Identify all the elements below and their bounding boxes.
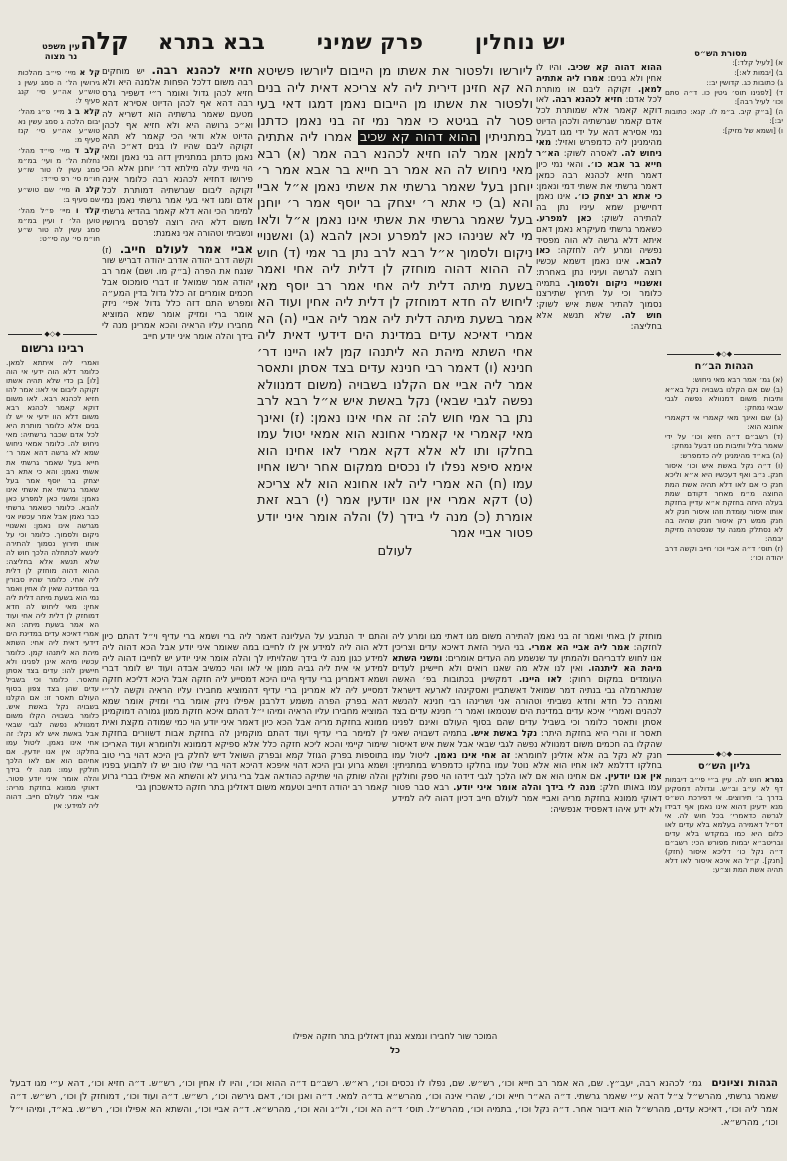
dibur-hamatchil: לאו היינו. — [518, 675, 562, 686]
hagahot-vetziyunim-footer — [10, 1076, 778, 1148]
gemara-pre-text: ליורשו ולפטור את אשתו מן הייבום ליורשו פשיטא הא קא חזינן דירית ליה לא צריכא דאית ליה בנים ולפטור את אשתו מן הייבום נאמן דמגו דאי בעי פטר לה בגיטא כי אמר נמי זה בני נאמן כדתנן במתניתין — [257, 64, 533, 145]
entry-number: קלא ב ג — [67, 107, 100, 117]
dibur-hamatchil: חזיא לכהנא רבה. — [151, 63, 253, 77]
tosafot-column — [102, 63, 253, 630]
rabbenu-gershom-text: ואמרי ליה איתתא למאן. כלומר דלא הוה ידעי אי הוה [לו] בן כדי שלא תהיה אשתו זקוקה ליבום אי לאו: אמר להו חזיא לכהנא רבא. לאו משום דוקא קאמר לכהנא רבא משום דלא הוו ידעי אי יש לו בנים אלא כלומר מותרת היא לכל אדם שכבר גרשתיה: מאי ניחוש לה. כלומר אמאי ניחוש שמא לא גרשה דהא אמר ר׳ חייא בעל שאמר גרשתי את אשתי נאמן: והא כי אתא רב יצחק בר יוסף אמר בעל שאמר גרשתי את אשתי אינו נאמן: ומשני כאן למפרע כאן להבא. כלומר כשאמר גרשתי כבר נאמן אבל אמר עכשיו אני מגרשה אינו נאמן: ואשנויי ניקום ולסמוך. כלומר וכי על אותו תירוץ נסמוך להתירה לינשא לכתחלה הלכך חוש לה שלא תנשא אלא בחליצה: ההוא דהוה מוחזק לן דלית ליה אחי. כלומר שהיו סבורין בני המדינה שאין לו אחין ואמר נמי הוא בשעת מיתה דלית ליה אחין: מאי ליחוש לה חדא דמוחזק לן דלית ליה אחי ועוד הא אמר בשעת מיתה: הא אמרי דאיכא עדים במדינת הים דידעי דאית ליה אחי: השתא מיהת הא ליתנהו קמן. כלומר עכשיו מיהא אינן לפנינו ולא חיישינן להו: עדים בצד אסתן ותאסר. כלומר וכי בשביל עדים שהן בצד צפון בסוף העולם תאסר זו: אם הקלנו בשבויה נקל באשת איש. כלומר בשבויה הקלו משום דמנוולא נפשה לגבי שבאי אבל באשת איש לא נקל: זה אחי אינו נאמן. ליטול עמו בחלקו: אין אנו יודעין. אם אחיהם הוא אם לאו הלכך חולקין עמו: מנה לי בידך והלה אומר איני יודע פטור. דאוקי ממונא בחזקת מריה: אביי אמר לעולם חייב. דהוה ליה למידע: אין — [6, 358, 99, 811]
rashbam-lead-text: מוחזק לן באחי ואמר זה בני נאמן להתירה משום מגו דאתי מגו ומרע ליה לחזקה: — [392, 632, 662, 653]
chapter-name: יש נוחלין — [474, 30, 566, 54]
flourish-divider — [667, 751, 781, 758]
rashbam-column — [536, 63, 662, 630]
dibur-text: והאי נמי כיון דאמר חזיא לכהנא רבה כמאן דאמר גרשתי את אשתי דמי ונאמן: — [536, 160, 662, 192]
dibur-hamatchil: חוש לה. — [621, 310, 662, 321]
bach-entry: (ד) רשב״ם ד״ה חזיא וכו׳ על ידי שאמר בליל ותיבות מנו דבעל נמחק: — [665, 432, 783, 451]
dibur-hamatchil: הא״ר חייא בר אבא כו׳. — [536, 149, 662, 171]
dibur-hamatchil: כאן להבא. — [536, 246, 662, 268]
ein-mishpat-entry — [18, 146, 100, 183]
dibur-text: אם אחינו הוא אם לאו הלכך לגבי דידהו הוי ספק וחולקין עמו באותו חלק: — [392, 772, 662, 793]
mesorat-entry: ב) [יבמות לא:]: — [734, 68, 783, 78]
page-title — [158, 30, 566, 54]
dibur-text: אינו נאמן דחיישינן שמא עיניו נתן בה להתירה לשוק: — [536, 192, 662, 224]
dibur-text: אינו נאמן דשמא עכשיו רוצה לגרשה ועיניו נתן באחרת: — [536, 257, 662, 278]
tosafot-taper-line: המוכר שור לחבירו ונמצא נגחן דאזלינן בתר חזקה אפילו — [292, 1032, 498, 1042]
dibur-hamatchil: נקל באשת איש. — [470, 729, 538, 740]
entry-text: מיי׳ שם טוש״ע שם סעיף ב: — [18, 185, 100, 205]
dibur-text: ליטול עמו בחלקו דדלמא לאו אחיו הוא אלא נוטל עמו בחלקו כדמפרש במתניתין: — [392, 750, 662, 772]
gilyon-body: חוש לה. עיין ב״י פי״ב דיבמות דף לא ע״ב וב״ש. וגדולה דמסקינן בדרך ב׳ תירוצים. אי דפירכת הש״ס מנא ידעינן דהוא אינו נאמן אף דבידו לגרשה כדאמרי׳ בכל חוש לה. אי דס״ל דאמירה בעלמא בלא עדים לאו כלום היא כמו במקדש בלא עדים ובריטב״א יבמות מפורש הכי: רשב״ם ד״ה נקל כו׳ דליכא איסור (חזק) [חנק]. ק״ל הא איכא איסור לאו דלא תהיה אשת המת וצ״ע: — [665, 775, 783, 875]
entry-text: מיי׳ פי״ב מהלכות גירושין הל׳ ה סמג עשין נ טוש״ע אה״ע סי׳ קנג סעיף ל: — [18, 68, 100, 105]
dibur-hamatchil: אין אנו יודעין. — [604, 772, 662, 783]
masoret-hashas-label: מסורת הש״ס — [694, 49, 747, 59]
dibur-hamatchil: זה אחי אינו נאמן. — [434, 750, 511, 761]
dibur-hamatchil: ומשני השתא מיהת הא ליתנהו. — [392, 653, 662, 675]
tosafot-catchword: כל — [389, 1046, 401, 1056]
dibur-hamatchil: מאי ניחוש לה. — [536, 138, 662, 160]
hagahot-habach-text — [665, 375, 783, 745]
entry-number: קלב ד — [74, 146, 100, 156]
dibur-hamatchil: חזיא לכהנא רבה. — [551, 95, 623, 106]
tractate-name: בבא בתרא — [158, 30, 266, 54]
entry-text: מיי׳ פ״ל מהל׳ טוען הל׳ ז ועיין במ״מ סמג עשין לה טור ש״ע חו״מ סי׳ עה סי״ט: — [18, 206, 100, 244]
ein-mishpat-entry — [18, 68, 100, 105]
flourish-divider — [667, 351, 781, 358]
dibur-text: דמקשינן בכתובות בפ׳ האשה שנתארמלה גבי בנתיה דמר שמואל דאשתביין ואסקינהו לארעא דישראל ואמרה כל חדא וחדא נשביתי וטהורה אני ושרינהו רבי חנינא להנשא לכהנים ואמרי׳ איכא עדים במדינת הים שנטמאו ואמר ר׳ חנינא עדים בצד אסתן ותאסר כלומר וכי בשביל עדים שהם בסוף העולם ואינם לפנינו תאסר זו והרי היא בחזקת היתר: — [392, 675, 662, 740]
entry-number: קלד ו — [75, 206, 100, 216]
rabbenu-gershom-column — [6, 328, 99, 1040]
ein-mishpat-header-line2: נר מצוה — [44, 52, 78, 63]
dibur-text: כשאמר גרשתי מעיקרא נאמן דאם איתא דלא גרשה לא הוה מפסיד נפשיה ומרע ליה לחזקה: — [536, 224, 662, 257]
hagahot-habach-column — [665, 348, 783, 748]
dibur-text: יש מוחקים רבה משום דלכל הפחות אלמנה היא ולא חזיא לכהן גדול ואומר ר״י דשפיר גרס רבה דהא אף לכהן הדיוט אסירא דהא מטעם שאמר גרשתיה הוא דשריא לה וא״כ גרושה היא ולא חזיא אף לכהן הדיוט אלא ודאי הכי קאמר לא תהא זקוקה ליבם שהיו לו בנים דא״כ היה נאמן כדתנן במתניתין דזה בני נאמן ומאי הוי מייתי עלה מילתא דר׳ יוחנן אלא הכי פירושו דחזיא לכהנא רבה כלומר אינה זקוקה ליבום שגרשתיה דמותרת לכל אדם ומגו דאי בעי אמר גרשתי נאמן נמי למימר הכי והא דלא קאמר בהדיא גרשתי משום דלא היה רוצה לפרסם גירושיו ונשביתי וטהורה אני נאמנת: — [102, 67, 253, 239]
entry-number: קלג ה — [74, 185, 100, 195]
gilyon-hashas-text — [665, 775, 783, 1033]
dibur-text: בני העיר הזאת דאיכא עדים וצריכין אנו לחוש לדבריהם ולהמתין עד שנשמע מה העדים אומרים: — [392, 642, 662, 664]
gemara-highlighted-phrase: ההוא דהוה קא שכיב — [359, 130, 478, 145]
gemara-column — [257, 64, 533, 630]
bach-entry: (ב) שם אם הקלנו בשבויה נקל בא״א ותיבות משום דמנוולא נפשה לגבי שבאי נמחק: — [665, 385, 783, 413]
gemara-body-text: אמרו ליה אתתיה למאן אמר להו חזיא לכהנא רבה אמר (א) רבא מאי ניחוש לה הא אמר רב חייא בר אבא אמר ר׳ יוחנן בעל שאמר גרשתי את אשתי נאמן א״ל אביי והא (ב) כי אתא ר׳ יצחק בר יוסף אמר ר׳ יוחנן בעל שאמר גרשתי את אשתי אינו נאמן א״ל ולאו מי לא שנינהו כאן למפרע וכאן להבא (ג) ואשנויי ניקום ולסמוך א״ל רבא לרב נתן בר אמי (ד) חוש לה ההוא דהוה מוחזק לן דלית ליה אחי ואמר בשעת מיתה דלית ליה אחי אמר רב יוסף מאי ליחוש לה חדא דמוחזק לן דלית ליה אחין ועוד הא אמר בשעת מיתה דלית ליה אמר ליה אביי (ה) הא אמרי דאיכא עדים במדינת הים דידעי דאית ליה אחי השתא מיהת הא ליתנהו קמן לאו היינו דר׳ חנינא (ו) דאמר רבי חנינא עדים בצד אסתן ותאסר אמר ליה אביי אם הקלנו בשבויה (משום דמנוולא נפשה לגבי שבאי) נקל באשת איש א״ל רבא לרב נתן בר אמי חוש לה: זה אחי אינו נאמן: (ז) ואינך מאי קאמרי אי קאמרי אחונא הוא אמאי יטול עמו בחלקו ותו לא אלא דקא אמרי לאו אחינו הוא אימא סיפא נפלו לו נכסים ממקום אחר ירשו אחיו עמו (ח) הא אמרי ליה לאו אחונא הוא לא צריכא (ט) דקא אמרי אין אנו יודעין אמר (י) רבא זאת אומרת (כ) מנה לי בידך (ל) והלה אומר איני יודע פטור אביי אמר — [257, 130, 533, 541]
tosafot-continuation: והתם יד הנתבע על העליונה דאמר ליה ברי ושמא ברי עדיף וי״ל דהתם כיון דלא הוה ליה למידע אין לו לחייבו במה שאומר איני יודע אבל הכא דהוה ליה למידע כגון מנה לי בידך שהלויתיו לך והלה אומר איני יודע יש לחייבו דהוה ליה למידע אי אית ליה גביה ממון אי לאו והוי כמשיב אבדה ועוד יש לומר דברי ושמא דאמרינן ברי עדיף היינו היכא דמסייע ליה חזקה אבל היכא דליכא חזקה דמסייע ליה לא אמרינן ברי עדיף דהמוציא מחבירו עליו הראיה וקשה לר״י דהא בפרק הפרה משמע דלרבנן אפילו ניזק אומר ברי ומזיק אומר שמא המוציא מחבירו עליו הראיה ומיהו י״ל דהתם איכא חזקת ממון גמורה דמוקמינן ממונא בחזקת מריה אבל הכא כיון דאמר איני יודע הוי כמי שמודה מקצת ואית לן למימר ברי עדיף ועוד דהתם מוקמינן לה בחזקת אבות דשוורים בחזקת שימור קיימי והכא ליכא חזקה כלל אלא ספיקא דממונא ולחומרא ועוד האריכו בתוספות בפרק הגוזל קמא ובפרק השואל דיש לחלק בין היכא דהוי ברי טוב ושמא גרוע ובין היכא דהוי איפכא דהיכא דהוי ברי שלו טוב יש לו לתבוע בפניו והלה שותק הוי שתיקה כהודאה אבל ברי גרוע לא והשתא הא אפילו בברי גרוע קאמר רב יהודה דחייב וטעמא משום דאזלינן בתר חזקה כדאשכחן גבי — [102, 632, 388, 793]
entry-number: קל א — [79, 68, 100, 77]
tosafot-dibur — [102, 63, 253, 240]
flourish-icon — [714, 351, 734, 358]
flourish-divider — [8, 331, 97, 338]
dibur-hamatchil: כאן למפרע. — [536, 213, 592, 224]
bach-entry: (ג) שם ואינך מאי קאמרי אי דקאמרי אחונא הוא: — [665, 413, 783, 432]
dibur-hamatchil: ההוא דהוה קא שכיב. — [567, 63, 662, 73]
dibur-hamatchil: אביי אמר לעולם חייב. — [119, 241, 253, 256]
tosafot-dibur — [102, 242, 253, 343]
dibur-hamatchil: אמרו ליה אתתיה למאן. — [536, 73, 662, 95]
gilyon-hashas-title: גליון הש״ס — [697, 761, 751, 772]
rabbenu-gershom-title: רבינו גרשום — [20, 341, 85, 355]
ein-mishpat-entry — [18, 185, 100, 204]
dibur-text: והיו לו אחין ולא בנים: — [536, 63, 662, 84]
mesorat-entry: ד) [לפנינו תוס׳ גיטין כו. ד״ה סתם וכו׳ לעיל רבה]: — [665, 88, 783, 107]
dibur-hamatchil: כי אתא רב יצחק כו׳. — [574, 192, 662, 203]
mesorat-entry: ו) [ושמא של מזיק]: — [722, 126, 783, 136]
dibur-text: זקוקה ליבם או מותרת לכל אדם: — [536, 84, 662, 106]
footer-text: גמ׳ לכהנא רבה, יעב״ץ. שם, הא אמר רב חייא וכו׳, רש״ש. שם, נפלו לו נכסים וכו׳, רא״ש. רשב״ם ד״ה ההוא וכו׳, והיו לו אחין וכו׳, רש״ש. ד״ה חזיא וכו׳, דהא ע״י מגו דבעל שאמר גרשתי, מהרש״ל צ״ל דהא ע״י שאמר גרשתי. ד״ה הא״ר חייא וכו׳, שהרי אינה וכו׳, מהרש״א בד״ה למאי. ד״ה ואנן וכו׳, דאם גירשה וכו׳, רש״ש. ד״ה ועוד וכו׳, דמוחזק לן וכו׳, רש״ש. ד״ה אמר ליה וכו׳, דאיכא עדים, מהרש״ל הוא דיבור אחר. ד״ה נקל וכו׳, בתמיה וכו׳, מהרש״ל. תוס׳ ד״ה הא וכו׳, ול״ג והא וכו׳, מהרש״א. ד״ה אביי וכו׳, והשתא הא אפילו וכו׳, רש״ש. בא״ד, ומיהו י״ל וכו׳, מהרש״א. — [10, 1079, 778, 1129]
ein-mishpat-entry — [18, 206, 100, 243]
footer-label: הגהות וציונים — [711, 1077, 778, 1089]
flourish-icon — [714, 751, 734, 758]
dibur-text: בתמיה דשבויה שאני שהקלו בה חכמים משום דמנוולא נפשה לגבי שבאי אבל אשת איש דאיסור חנק לא נקל בה אלא אזלינן לחומרא: — [392, 729, 662, 761]
dibur-text: לאסרה לשוק: — [563, 149, 618, 160]
bach-entry: (ז) תוס׳ ד״ה אביי וכו׳ חייב וקשה דרב יהודה וכו׳: — [665, 543, 783, 562]
ein-mishpat-column — [18, 68, 100, 288]
mesorat-entry: א) [לעיל קלד:]: — [732, 58, 783, 67]
dibur-text: לאו דוקא קאמר אלא שמותרת לכל אדם קאמר שגרשתיה ולכהן הדיוט נמי אסירא דהא על ידי מגו דבעל מהימנינן ליה כדמפרש ואזיל: — [536, 95, 662, 149]
dibur-hamatchil: ואשנויי ניקום ולסמוך. — [566, 278, 662, 289]
ein-mishpat-header-line1: עין משפט — [41, 42, 80, 52]
dibur-text: בתמיה כלומר וכי על תירוץ שתירצנו נסמוך להתיר אשת איש לשוק: — [536, 278, 662, 311]
dibur-hamatchil: אמר ליה אביי הא אמרי. — [528, 642, 630, 653]
bach-entry: (ו) ד״ה נקל באשת איש וכו׳ איסור חנק. נ״ב ואף דעכשיו היא א״א וליכא חנק כי אם לאו דלא תהיה אשת המת החוצה מ״מ מאחר דקודם שמת בעלה היתה בחזקת א״א עדיין בחזקת אותו איסור עומדת וזהו איסור חנק לא חנק ממש רק איסור חנק שהיה בה לא נסתלק ממנה עד שנפטרה מזיקת יבמה: — [665, 461, 783, 543]
entry-text: מיי׳ פי״ד מהל׳ נחלות הל׳ מ ועי׳ במ״מ סמג עשין לו טור שו״ע חו״מ סי׳ רפ סי״ד: — [18, 146, 100, 184]
bach-entry: (א) גמ׳ אמר רבא מאי ניחוש: — [692, 375, 783, 384]
rashbam-diburim — [536, 63, 662, 333]
dibur-text: ואין לנו אלא מה שאנו רואים ולא חיישינן לעדים העומדים במקום רחוק: — [392, 664, 662, 686]
mesorat-entry: ה) [ב״ק קיב. ב״מ לו. קנא: כתובות יב:]: — [665, 107, 783, 126]
gemara-last-word: לעולם — [377, 543, 413, 559]
dibur-hamatchil: מנה לי בידך והלה אומר איני יודע. — [453, 782, 596, 793]
rashbam-continuation — [392, 632, 662, 1032]
dibur-text: (ז) וקשה דרב יהודה אדרב יהודה דבריש שור שנגח את הפרה (ב״ק מו. ושם) אמר רב יהודה אמר שמואל זו דברי סומכוס אבל חכמים אומרים זה כלל גדול בדין המע״ה ומפרש התם דזה כלל גדול אפי׳ ניזק אומר ברי ומזיק אומר שמא המוציא מחבירו עליו הראיה והכא אמרינן מנה לי בידך והלה אומר איני יודע חייב — [102, 245, 253, 342]
bach-entry: (ה) בא״ד מהימנינן ליה כדמפרש: — [680, 451, 783, 461]
ein-mishpat-entry — [18, 107, 100, 144]
ein-mishpat-header — [22, 42, 100, 62]
gilyon-hashas-column — [665, 748, 783, 1042]
entry-text: מיי׳ פ״ג מהל׳ יבום הלכה ג סמג עשין נא טוש״ע אה״ע סי׳ קנז סעיף מ: — [18, 107, 100, 145]
flourish-icon — [42, 331, 62, 338]
dibur-text: רבא סבר פטור דאוקי ממונא בחזקת מריה ואביי אמר לעולם חייב דכיון דהוה ליה למידע ולא ידע איהו דאפסיד אנפשיה: — [392, 782, 662, 815]
daf-number: קלה — [80, 27, 129, 55]
mesorat-entry: ג) כתובות כג. קדושין יב:: — [706, 78, 783, 88]
mesorat-hashas-column — [665, 58, 783, 346]
chapter-number: פרק שמיני — [316, 30, 424, 54]
hagahot-habach-title: הגהות הב״ח — [694, 361, 754, 372]
dibur-text: שלא תנשא אלא בחליצה: — [536, 310, 662, 332]
gilyon-lead: גמרא — [764, 775, 783, 784]
